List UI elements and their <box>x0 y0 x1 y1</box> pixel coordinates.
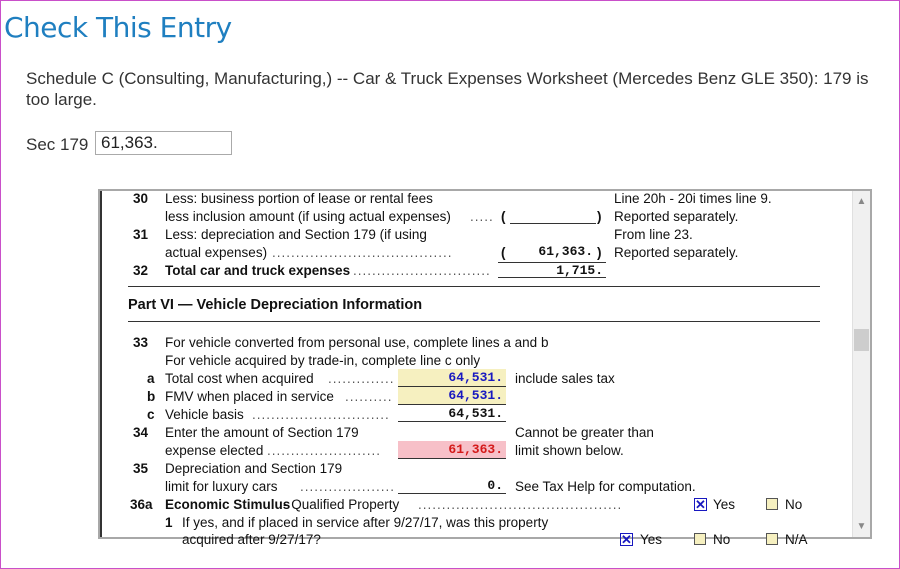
line-30: 30 Less: business portion of lease or rental fees Line 20h - 20i times line 9. <box>133 191 772 206</box>
line-33b: b FMV when placed in service .......... 64,531. <box>100 388 854 405</box>
scroll-up-icon[interactable]: ▲ <box>856 196 867 207</box>
line-31-amount[interactable]: 61,363. <box>538 244 593 259</box>
sec179-label: Sec 179 <box>26 135 89 154</box>
line-32-amount[interactable]: 1,715. <box>498 262 606 278</box>
line-35: 35 Depreciation and Section 179 <box>133 461 343 476</box>
no-checkbox[interactable] <box>766 498 778 510</box>
part-vi-heading: Part VI — Vehicle Depreciation Information <box>128 297 423 313</box>
line-32: 32 Total car and truck expenses ............................. 1,715. <box>100 262 854 279</box>
yes-checkbox-2[interactable]: ✕ <box>621 532 632 547</box>
sec179-input[interactable] <box>95 131 232 155</box>
line-30-amount[interactable] <box>510 208 596 224</box>
line-34: 34 Enter the amount of Section 179 Cannot be greater than <box>133 425 654 440</box>
worksheet: 30 Less: business portion of lease or rental fees Line 20h - 20i times line 9. less inclusion amount (if using actual expenses) ..... ( ) Reported separately. 31 Less: depreciation and Section 179 (if using From line 23. actual expenses) ...................................... ( 61,363. ) Reported separately. 32 Total car and truck expenses ............................. 1,715. Part VI — Vehicle Depreciation Information 33 For vehicle converted from personal use, complete lines a and b For vehicle acquired by trade-in, complete line c only a Total cost when acquired .............. 64,531. include sales tax b FMV when placed in service .......... 64,531. c Vehicle basis ............................. 64,531. 34 Enter the amount of Section 179 Cannot be greater than expense elected ........................ 61,363. limit shown below. 35 Depreciation and Section 179 limit for luxury cars .................... 0. See Tax Help for computation. 36a Economic Stimulus - Qualified Property ........................................... ✕ Yes No 1 If yes, and if placed in service after 9/27/17, was this property acquired after 9/27/17? ✕ Yes No N/A <box>100 191 854 537</box>
na-checkbox[interactable] <box>766 533 778 545</box>
divider <box>128 321 820 322</box>
line-34-amount[interactable]: 61,363. <box>398 441 506 459</box>
page-title: Check This Entry <box>4 11 232 44</box>
line-33a-amount[interactable]: 64,531. <box>398 369 506 387</box>
vertical-scrollbar[interactable] <box>852 191 870 537</box>
line-35-amount[interactable]: 0. <box>398 478 506 494</box>
error-message: Schedule C (Consulting, Manufacturing,) -- Car & Truck Expenses Worksheet (Mercedes Benz GLE 350): 179 is too large. <box>26 69 869 109</box>
line-36a: 36a Economic Stimulus - Qualified Property ........................................... ✕ Yes No <box>130 497 803 512</box>
line-33b-amount[interactable]: 64,531. <box>398 387 506 405</box>
form-preview <box>98 189 872 547</box>
scroll-down-icon[interactable]: ▼ <box>856 521 867 532</box>
no-checkbox-2[interactable] <box>694 533 706 545</box>
line-33c-amount[interactable]: 64,531. <box>398 406 506 422</box>
line-33: 33 For vehicle converted from personal use, complete lines a and b <box>133 335 549 350</box>
line-33a: a Total cost when acquired .............. 64,531. include sales tax <box>147 370 615 386</box>
line-36a-1: 1 If yes, and if placed in service after 9/27/17, was this property <box>165 515 549 530</box>
line-33c: c Vehicle basis ............................. 64,531. <box>100 406 854 423</box>
scroll-thumb[interactable] <box>854 329 869 351</box>
divider <box>128 286 820 287</box>
yes-checkbox[interactable]: ✕ <box>695 497 706 512</box>
line-31: 31 Less: depreciation and Section 179 (if using From line 23. <box>133 227 693 242</box>
